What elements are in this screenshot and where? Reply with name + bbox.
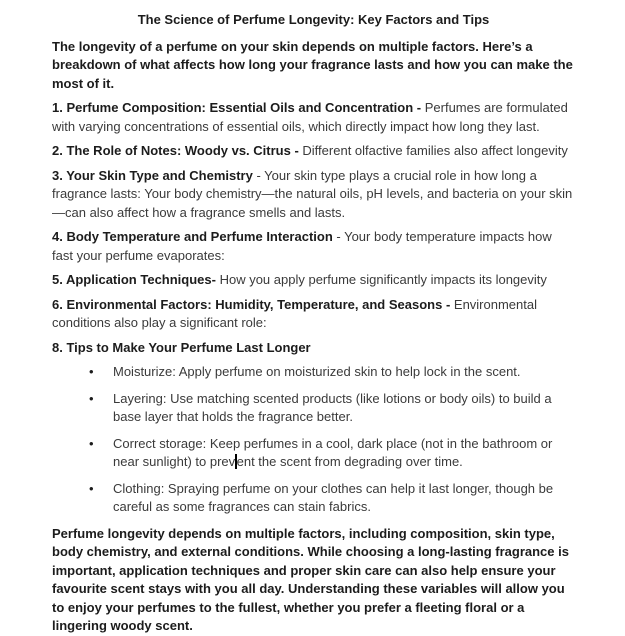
section-5-body: How you apply perfume significantly impacts its longevity (215, 272, 547, 287)
section-4-heading: 4. Body Temperature and Perfume Interaction (52, 229, 333, 244)
tip-text: Moisturize: Apply perfume on moisturized skin to help lock in the scent. (113, 364, 521, 379)
section-6-heading: 6. Environmental Factors: Humidity, Temperature, and Seasons - (52, 296, 451, 312)
list-item-correct-storage (89, 435, 575, 472)
tip-text: Layering: Use matching scented products (like lotions or body oils) to build a base layer that holds the fragrance better. (113, 390, 552, 424)
section-3-paragraph (52, 167, 575, 223)
tip-text-after-caret: ent the scent from degrading over time. (236, 454, 463, 469)
tips-list (52, 363, 575, 517)
list-item-layering (89, 390, 575, 427)
section-3-body: - Your skin type plays a crucial role in how long a fragrance lasts: Your body chemistry—the natural oils, pH levels, and bacteria on your skin—can also affect how a fragrance smells and lasts. (52, 167, 573, 220)
bullet-icon: • (89, 480, 94, 496)
section-5-paragraph (52, 271, 575, 290)
list-item-moisturize (89, 363, 575, 382)
section-1-heading: 1. Perfume Composition: Essential Oils and Concentration - (52, 100, 422, 115)
bullet-icon: • (89, 435, 94, 451)
section-2-heading: 2. The Role of Notes: Woody vs. Citrus - (52, 143, 299, 158)
document-title: The Science of Perfume Longevity: Key Factors and Tips (137, 12, 490, 27)
tips-heading: 8. Tips to Make Your Perfume Last Longer (52, 339, 311, 355)
tip-text-before-caret: Correct storage: Keep perfumes in a cool, dark place (not in the bathroom or near sunlight) to prev (113, 435, 553, 469)
section-6-body: Environmental conditions also play a significant role: (52, 296, 537, 330)
bullet-icon: • (89, 364, 94, 379)
intro-paragraph: The longevity of a perfume on your skin depends on multiple factors. Here’s a breakdown of what affects how long your fragrance lasts and how you can make the most of it. (52, 38, 573, 91)
section-1-paragraph (52, 99, 575, 136)
section-4-body: - Your body temperature impacts how fast your perfume evaporates: (52, 229, 552, 263)
section-2-paragraph (52, 142, 575, 161)
tip-text: Clothing: Spraying perfume on your clothes can help it last longer, though be careful as some fragrances can stain fabrics. (113, 480, 554, 514)
section-5-heading: 5. Application Techniques- (52, 272, 216, 287)
bullet-icon: • (89, 390, 94, 406)
section-6-paragraph (52, 296, 575, 333)
section-2-body: Different olfactive families also affect longevity (298, 143, 568, 158)
section-1-body: Perfumes are formulated with varying concentrations of essential oils, which directly impact how long they last. (52, 100, 568, 134)
section-4-paragraph (52, 228, 575, 265)
conclusion-paragraph: Perfume longevity depends on multiple factors, including composition, skin type, body chemistry, and external conditions. While choosing a long-lasting fragrance is important, application techniques and proper skin care can also help ensure your favourite scent stays with you all day. Understanding these variables will allow you to enjoy your perfumes to the fullest, whether you prefer a fleeting floral or a lingering woody scent. (52, 525, 569, 633)
list-item-clothing (89, 480, 575, 517)
section-3-heading: 3. Your Skin Type and Chemistry (52, 167, 253, 183)
